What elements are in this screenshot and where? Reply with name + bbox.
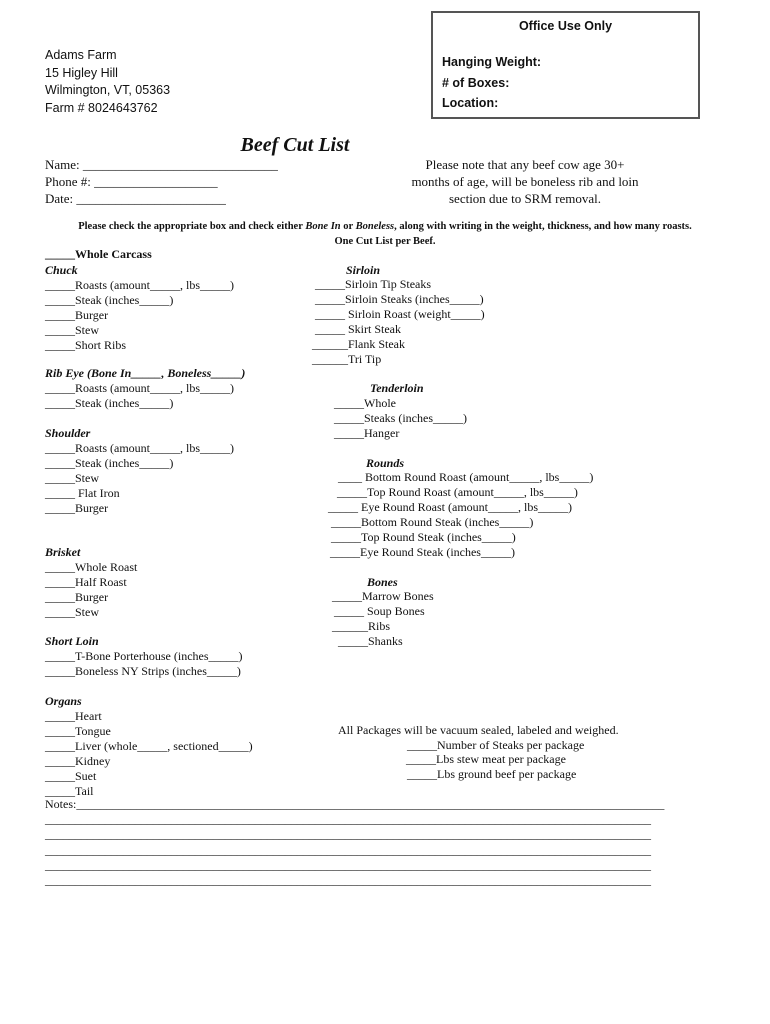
notes-line[interactable]: _____________________________________________________________________________________________________: [45, 842, 651, 857]
rib-eye-section: [45, 366, 245, 411]
organs-heart[interactable]: _____Heart: [45, 709, 102, 723]
sirloin-tip-steaks[interactable]: _____Sirloin Tip Steaks: [315, 277, 432, 291]
shoulder-roasts[interactable]: _____Roasts (amount_____, lbs_____): [45, 441, 234, 455]
instructions-part1: Please check the appropriate box and check either: [78, 221, 306, 232]
brisket-whole-roast[interactable]: _____Whole Roast: [45, 560, 138, 574]
brisket-title: Brisket: [45, 545, 81, 559]
short-loin-ny-strips[interactable]: _____Boneless NY Strips (inches_____): [45, 664, 241, 678]
tenderloin-steaks[interactable]: _____Steaks (inches_____): [334, 411, 467, 425]
shoulder-title: Shoulder: [45, 426, 91, 440]
ground-beef-per-package[interactable]: _____Lbs ground beef per package: [407, 767, 577, 781]
organs-title: Organs: [45, 694, 82, 708]
page-title: Beef Cut List: [240, 134, 350, 156]
farm-address: [45, 47, 170, 117]
instructions: [0, 220, 770, 249]
shoulder-burger[interactable]: _____Burger: [45, 501, 109, 515]
chuck-steak[interactable]: _____Steak (inches_____): [45, 293, 174, 307]
eye-round-steak[interactable]: _____Eye Round Steak (inches_____): [330, 545, 515, 559]
shoulder-section: [45, 426, 234, 516]
farm-number: Farm # 8024643762: [45, 100, 158, 115]
rib-eye-steak[interactable]: _____Steak (inches_____): [45, 396, 174, 410]
farm-name: Adams Farm: [45, 48, 117, 62]
flank-steak[interactable]: ______Flank Steak: [312, 337, 405, 351]
organs-tail[interactable]: _____Tail: [45, 784, 94, 798]
bone-in-text: Bone In: [305, 221, 341, 232]
chuck-roasts[interactable]: _____Roasts (amount_____, lbs_____): [45, 278, 234, 292]
instructions-part2: , along with writing in the weight, thickness, and how many roasts.: [394, 221, 692, 232]
shoulder-steak[interactable]: _____Steak (inches_____): [45, 456, 174, 470]
notes-line[interactable]: _____________________________________________________________________________________________________: [45, 827, 651, 842]
soup-bones[interactable]: _____ Soup Bones: [334, 604, 425, 618]
date-field[interactable]: Date: _______________________: [45, 191, 226, 206]
name-field[interactable]: Name: ______________________________: [45, 157, 278, 172]
packages-intro: All Packages will be vacuum sealed, labeled and weighed.: [338, 723, 619, 737]
organs-liver[interactable]: _____Liver (whole_____, sectioned_____): [45, 739, 253, 753]
rib-eye-title[interactable]: Rib Eye (Bone In_____, Boneless_____): [45, 366, 246, 380]
office-use-box: [431, 11, 700, 119]
notes-area[interactable]: [45, 797, 664, 888]
instructions-or: or: [340, 221, 356, 232]
boxes-label: # of Boxes:: [442, 75, 510, 90]
chuck-stew[interactable]: _____Stew: [45, 323, 99, 337]
farm-city: Wilmington, VT, 05363: [45, 83, 171, 97]
boneless-text: Boneless: [355, 221, 395, 232]
short-loin-section: [45, 634, 243, 679]
phone-field[interactable]: Phone #: ___________________: [45, 174, 218, 189]
brisket-half-roast[interactable]: _____Half Roast: [45, 575, 127, 589]
notes-line[interactable]: _____________________________________________________________________________________________________: [45, 857, 651, 872]
organs-kidney[interactable]: _____Kidney: [45, 754, 111, 768]
contact-fields: [45, 156, 278, 207]
top-round-roast[interactable]: _____Top Round Roast (amount_____, lbs_____): [337, 485, 578, 499]
organs-section: [45, 694, 253, 799]
office-use-title: Office Use Only: [518, 19, 613, 33]
short-loin-t-bone[interactable]: _____T-Bone Porterhouse (inches_____): [45, 649, 243, 663]
tenderloin-whole[interactable]: _____Whole: [334, 396, 396, 410]
eye-round-roast[interactable]: _____ Eye Round Roast (amount_____, lbs_____): [328, 500, 572, 514]
sirloin-title: Sirloin: [346, 263, 381, 277]
rib-eye-roasts[interactable]: _____Roasts (amount_____, lbs_____): [45, 381, 234, 395]
brisket-stew[interactable]: _____Stew: [45, 605, 99, 619]
shoulder-flat-iron[interactable]: _____ Flat Iron: [45, 486, 120, 500]
tri-tip[interactable]: ______Tri Tip: [312, 352, 382, 366]
chuck-short-ribs[interactable]: _____Short Ribs: [45, 338, 127, 352]
bones-title: Bones: [367, 575, 398, 589]
srm-note: Please note that any beef cow age 30+ months of age, will be boneless rib and loin section due to SRM removal.: [411, 157, 639, 206]
organs-suet[interactable]: _____Suet: [45, 769, 97, 783]
brisket-burger[interactable]: _____Burger: [45, 590, 109, 604]
notes-line[interactable]: _____________________________________________________________________________________________________: [45, 812, 651, 827]
instructions-line2: One Cut List per Beef.: [334, 235, 436, 247]
sirloin-roast[interactable]: _____ Sirloin Roast (weight_____): [315, 307, 485, 321]
steaks-per-package[interactable]: _____Number of Steaks per package: [407, 738, 585, 752]
whole-carcass-option[interactable]: _____Whole Carcass: [45, 247, 152, 261]
marrow-bones[interactable]: _____Marrow Bones: [332, 589, 434, 603]
bones-ribs[interactable]: ______Ribs: [332, 619, 391, 633]
bottom-round-roast[interactable]: ____ Bottom Round Roast (amount_____, lbs_____): [338, 470, 594, 484]
stew-per-package[interactable]: _____Lbs stew meat per package: [406, 752, 566, 766]
chuck-burger[interactable]: _____Burger: [45, 308, 109, 322]
farm-street: 15 Higley Hill: [45, 65, 118, 80]
skirt-steak[interactable]: _____ Skirt Steak: [315, 322, 401, 336]
chuck-title: Chuck: [45, 263, 78, 277]
hanging-weight-label: Hanging Weight:: [442, 55, 542, 69]
rounds-title: Rounds: [366, 456, 405, 470]
notes-line[interactable]: _____________________________________________________________________________________________________: [45, 873, 651, 888]
top-round-steak[interactable]: _____Top Round Steak (inches_____): [331, 530, 516, 544]
organs-tongue[interactable]: _____Tongue: [45, 724, 111, 738]
location-label: Location:: [442, 96, 499, 110]
notes-first-line[interactable]: Notes:__________________________________________________________________________________________________: [45, 797, 665, 811]
sirloin-steaks[interactable]: _____Sirloin Steaks (inches_____): [315, 292, 484, 306]
bottom-round-steak[interactable]: _____Bottom Round Steak (inches_____): [331, 515, 534, 529]
shanks[interactable]: _____Shanks: [338, 634, 403, 648]
hanger[interactable]: _____Hanger: [334, 426, 400, 440]
shoulder-stew[interactable]: _____Stew: [45, 471, 99, 485]
tenderloin-title: Tenderloin: [370, 381, 424, 395]
chuck-section: [45, 263, 234, 353]
short-loin-title: Short Loin: [45, 634, 99, 648]
brisket-section: [45, 545, 137, 620]
